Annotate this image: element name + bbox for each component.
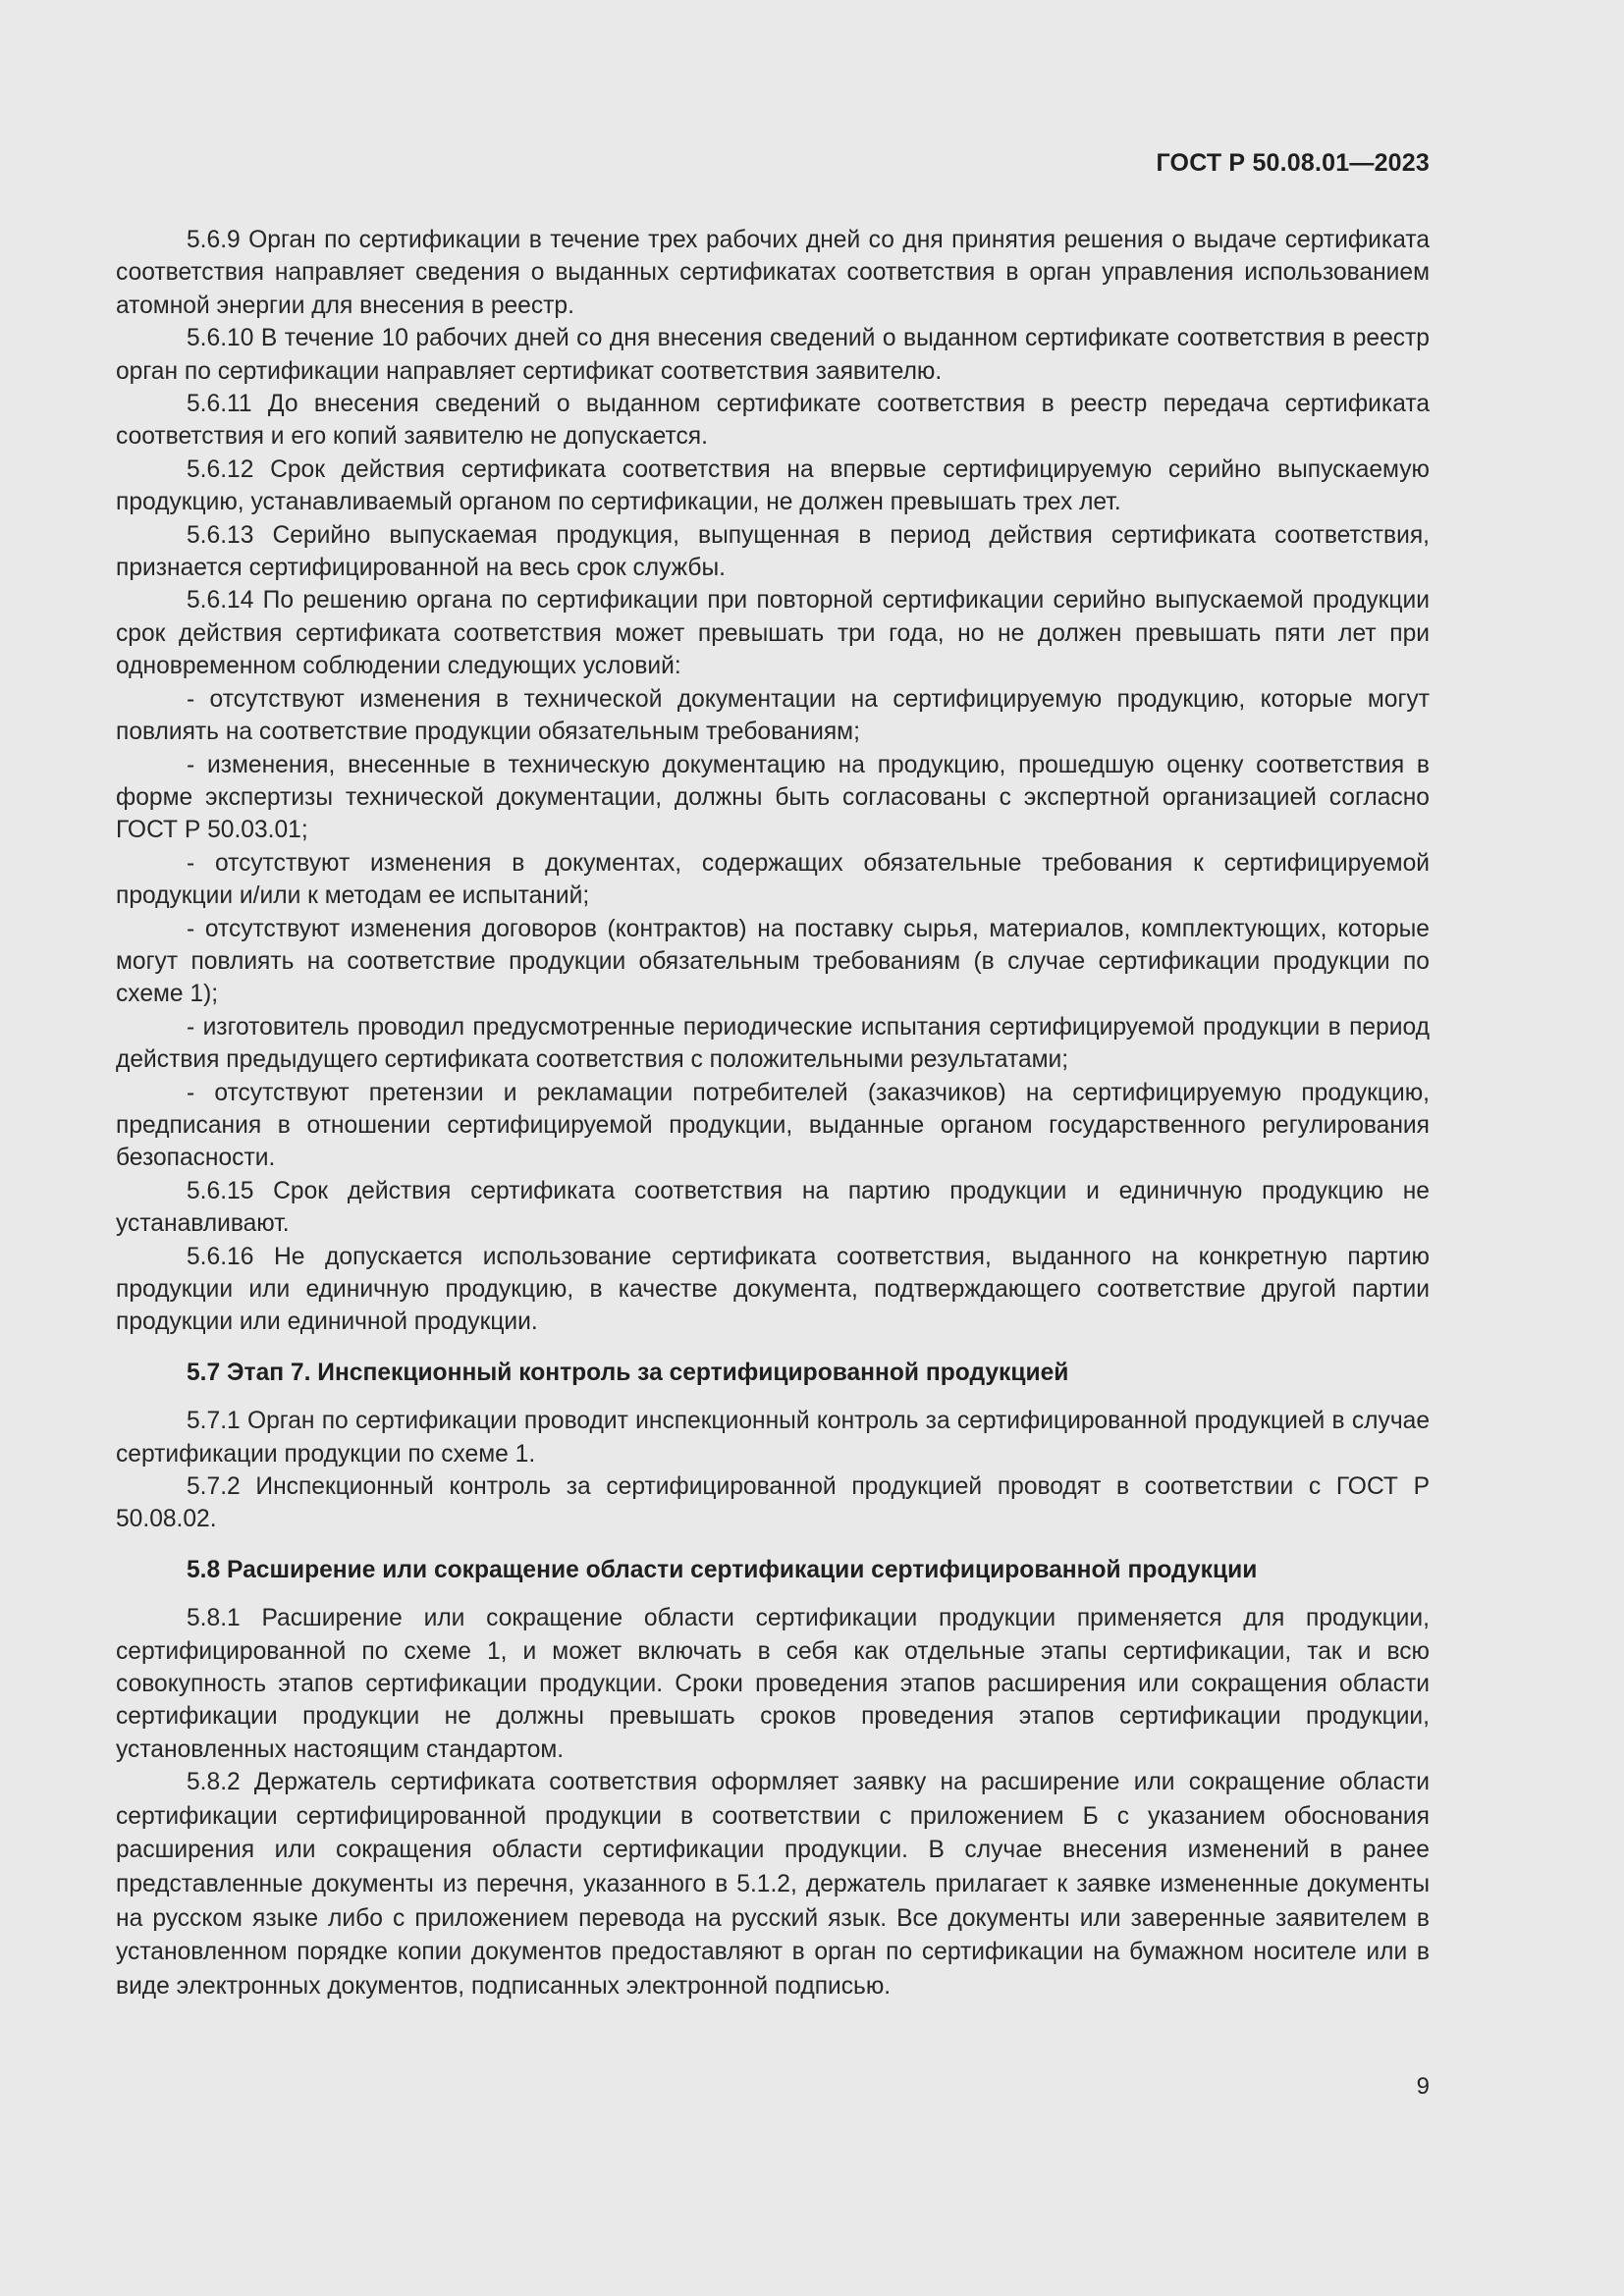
page-number: 9 [1416,2073,1430,2100]
list-item: - изменения, внесенные в техническую документацию на продукцию, прошедшую оценку соответствия в форме экспертизы технической документации, должны быть согласованы с экспертной организацией согласно ГОСТ Р 50.03.01; [116,751,1430,844]
list-item: - отсутствуют изменения в технической документации на сертифицируемую продукцию, которые могут повлиять на соответствие продукции обязательным требованиям; [116,685,1430,746]
paragraph-5-6-13: 5.6.13 Серийно выпускаемая продукция, выпущенная в период действия сертификата соответствия, признается сертифицированной на весь срок службы. [116,521,1430,582]
document-code-header: ГОСТ Р 50.08.01—2023 [1156,149,1430,177]
paragraph-5-6-16: 5.6.16 Не допускается использование сертификата соответствия, выданного на конкретную партию продукции или единичную продукцию, в качестве документа, подтверждающего соответствие другой партии продукции или единичной продукции. [116,1243,1430,1336]
section-heading-5-8: 5.8 Расширение или сокращение области сертификации сертифицированной продукции [187,1556,1258,1583]
paragraph-5-8-1: 5.8.1 Расширение или сокращение области сертификации продукции применяется для продукции, сертифицированной по схеме 1, и может включать в себя как отдельные этапы сертификации, так и всю совокупность этапов сертификации продукции. Сроки проведения этапов расширения или сокращения области сертификации продукции не должны превышать сроков проведения этапов сертификации продукции, установленных настоящим стандартом. [116,1605,1430,1763]
list-item: - отсутствуют изменения в документах, содержащих обязательные требования к сертифицируемой продукции и/или к методам ее испытаний; [116,849,1430,910]
paragraph-5-6-12: 5.6.12 Срок действия сертификата соответствия на впервые сертифицируемую серийно выпускаемую продукцию, устанавливаемый органом по сертификации, не должен превышать трех лет. [116,455,1430,516]
paragraph-5-6-9: 5.6.9 Орган по сертификации в течение трех рабочих дней со дня принятия решения о выдаче сертификата соответствия направляет сведения о выданных сертификатах соответствия в орган управления использованием атомной энергии для внесения в реестр. [116,227,1430,319]
paragraph-5-6-10: 5.6.10 В течение 10 рабочих дней со дня внесения сведений о выданном сертификате соответствия в реестр орган по сертификации направляет сертификат соответствия заявителю. [116,325,1430,385]
paragraph-5-7-1: 5.7.1 Орган по сертификации проводит инспекционный контроль за сертифицированной продукцией в случае сертификации продукции по схеме 1. [116,1408,1430,1468]
paragraph-5-6-14: 5.6.14 По решению органа по сертификации при повторной сертификации серийно выпускаемой продукции срок действия сертификата соответствия может превышать три года, но не должен превышать пяти лет при одновременном соблюдении следующих условий: [116,587,1430,680]
paragraph-5-6-11: 5.6.11 До внесения сведений о выданном сертификате соответствия в реестр передача сертификата соответствия и его копий заявителю не допускается. [116,391,1430,451]
document-body [116,224,1430,2003]
paragraph-5-8-2: 5.8.2 Держатель сертификата соответствия оформляет заявку на расширение или сокращение области сертификации сертифицированной продукции в соответствии с приложением Б с указанием обоснования расширения или сокращения области сертификации продукции. В случае внесения изменений в ранее представленные документы из перечня, указанного в 5.1.2, держатель прилагает к заявке измененные документы на русском языке либо с приложением перевода на русский язык. Все документы или заверенные заявителем в установленном порядке копии документов предоставляют в орган по сертификации на бумажном носителе или в виде электронных документов, подписанных электронной подписью. [116,1769,1430,2000]
list-item: - отсутствуют изменения договоров (контрактов) на поставку сырья, материалов, комплектующих, которые могут повлиять на соответствие продукции обязательным требованиям (в случае сертификации продукции по схеме 1); [116,915,1430,1008]
paragraph-5-6-15: 5.6.15 Срок действия сертификата соответствия на партию продукции и единичную продукцию не устанавливают. [116,1177,1430,1238]
section-heading-5-7: 5.7 Этап 7. Инспекционный контроль за сертифицированной продукцией [187,1359,1069,1386]
paragraph-5-7-2: 5.7.2 Инспекционный контроль за сертифицированной продукцией проводят в соответствии с ГОСТ Р 50.08.02. [116,1473,1430,1533]
list-item: - отсутствуют претензии и рекламации потребителей (заказчиков) на сертифицируемую продукцию, предписания в отношении сертифицируемой продукции, выданные органом государственного регулирования безопасности. [116,1079,1430,1172]
list-item: - изготовитель проводил предусмотренные периодические испытания сертифицируемой продукции в период действия предыдущего сертификата соответствия с положительными результатами; [116,1013,1430,1074]
